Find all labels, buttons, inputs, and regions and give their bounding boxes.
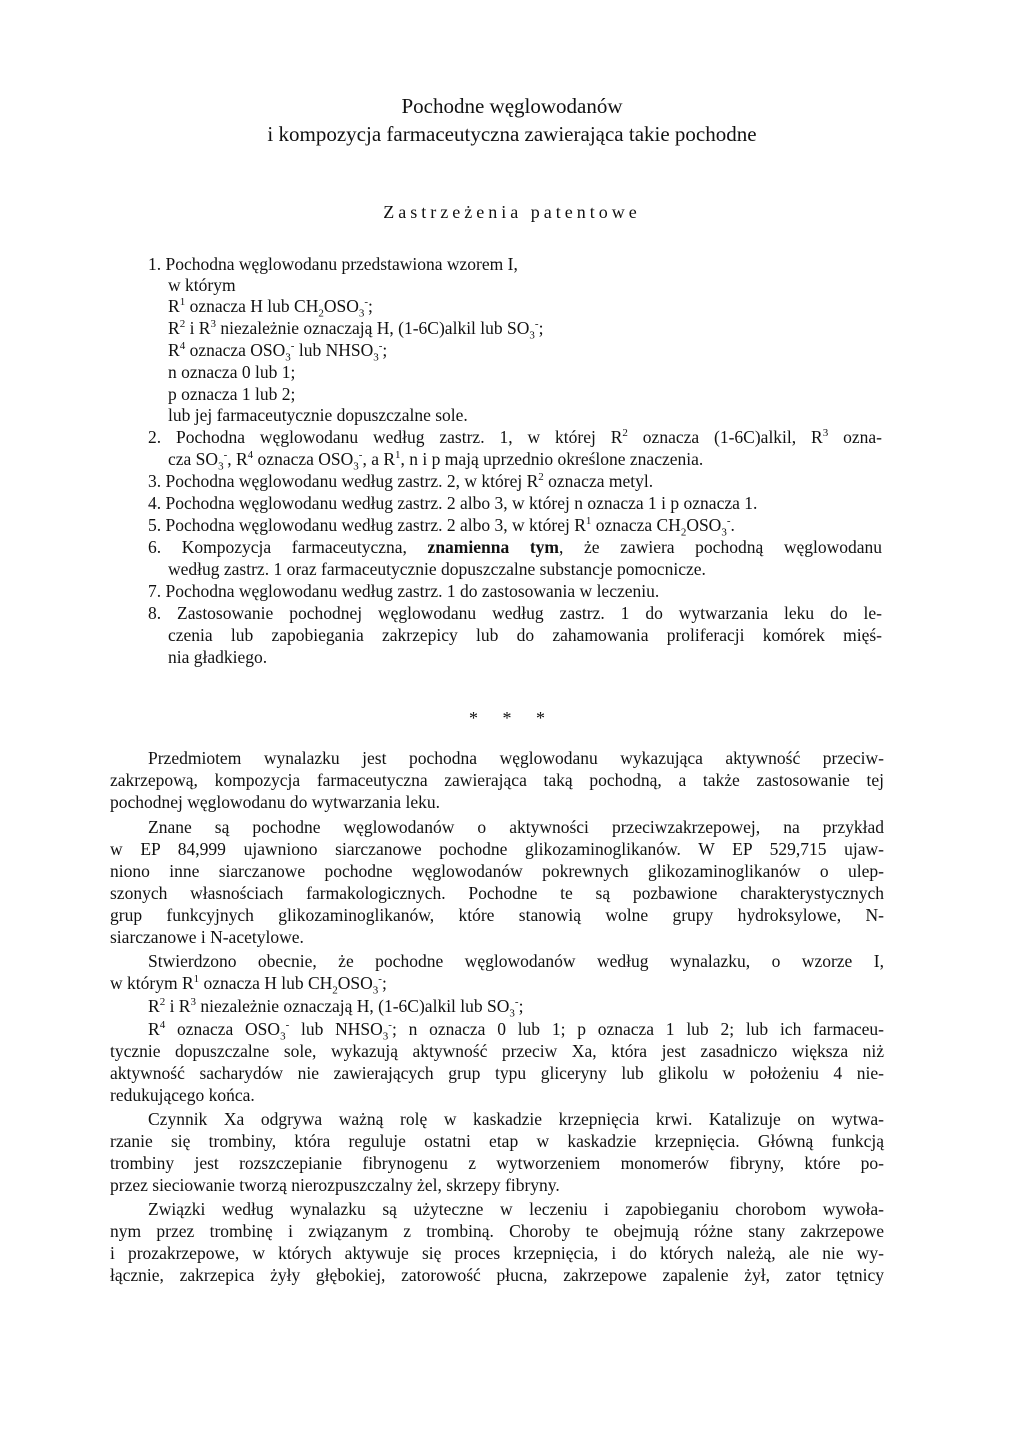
claim-1-salts: lub jej farmaceutycznie dopuszczalne sole. xyxy=(168,405,468,425)
claim-3: 3. Pochodna węglowodanu według zastrz. 2, w której $R^2$ oznacza metyl. xyxy=(148,471,654,491)
claim-1-r1: $R^1$ oznacza H lub $CH_2OSO_3^-$; xyxy=(168,296,373,320)
document-title-line-1: Pochodne węglowodanów xyxy=(401,94,623,118)
claim-6-line-1: 6. Kompozycja farmaceutyczna, znamienna tym, że zawiera pochodną węglowodanu xyxy=(148,537,883,557)
claim-7: 7. Pochodna węglowodanu według zastrz. 1 do zastosowania w leczeniu. xyxy=(148,581,660,601)
claim-2-line-2: cza $SO_3^-$, $R^4$ oznacza $OSO_3^-$, a $R^1$, n i p mają uprzednio określone znaczenia. xyxy=(168,449,704,473)
claim-4: 4. Pochodna węglowodanu według zastrz. 2 albo 3, w której n oznacza 1 i p oznacza 1. xyxy=(148,493,758,513)
body-p3-line-7: redukującego końca. xyxy=(110,1085,255,1105)
body-p2-line-6: siarczanowe i N-acetylowe. xyxy=(110,927,304,947)
body-p3-line-1: Stwierdzono obecnie, że pochodne węglowodanów według wynalazku, o wzorze I, xyxy=(148,951,884,971)
body-p5-line-4: łącznie, zakrzepica żyły głębokiej, zatorowość płucna, zakrzepowe zapalenie żył, zator tętnicy xyxy=(110,1265,884,1285)
body-p2-line-2: w EP 84,999 ujawniono siarczanowe pochodne glikozaminoglikanów. W EP 529,715 ujaw- xyxy=(110,839,884,859)
body-p4-line-3: trombiny jest rozszczepianie fibrynogenu z wytworzeniem monomerów fibryny, które po- xyxy=(110,1153,884,1173)
claim-1-n: n oznacza 0 lub 1; xyxy=(168,362,296,382)
claim-5: 5. Pochodna węglowodanu według zastrz. 2 albo 3, w której $R^1$ oznacza $CH_2OSO_3^-$. xyxy=(148,515,735,539)
body-p4-line-1: Czynnik Xa odgrywa ważną rolę w kaskadzie krzepnięcia krwi. Katalizuje on wytwa- xyxy=(148,1109,884,1129)
body-p2-line-1: Znane są pochodne węglowodanów o aktywności przeciwzakrzepowej, na przykład xyxy=(148,817,884,837)
body-p5-line-3: i prozakrzepowe, w których aktywuje się proces krzepnięcia, i do których należą, ale nie wy- xyxy=(110,1243,884,1263)
body-p3-line-6: aktywność sacharydów nie zawierających grup typu gliceryny lub glikolu w położeniu 4 nie- xyxy=(110,1063,884,1083)
claim-8-line-2: czenia lub zapobiegania zakrzepicy lub do zahamowania proliferacji komórek mięś- xyxy=(168,625,882,645)
body-p4-line-2: rzanie się trombiny, która reguluje ostatni etap w kaskadzie krzepnięcia. Główną funkcją xyxy=(110,1131,884,1151)
claim-8-line-3: nia gładkiego. xyxy=(168,647,268,667)
document-title-line-2: i kompozycja farmaceutyczna zawierająca takie pochodne xyxy=(267,122,757,146)
claim-1-r2-r3: $R^2$ i $R^3$ niezależnie oznaczają H, (1-6C)alkil lub $SO_3^-$; xyxy=(168,318,544,342)
claim-1-intro: 1. Pochodna węglowodanu przedstawiona wzorem I, xyxy=(148,254,518,274)
claim-1-p: p oznacza 1 lub 2; xyxy=(168,384,296,404)
claim-8-line-1: 8. Zastosowanie pochodnej węglowodanu według zastrz. 1 do wytwarzania leku do le- xyxy=(148,603,882,623)
claim-6-line-2: według zastrz. 1 oraz farmaceutycznie dopuszczalne substancje pomocnicze. xyxy=(168,559,706,579)
body-p1-line-1: Przedmiotem wynalazku jest pochodna węglowodanu wykazująca aktywność przeciw- xyxy=(148,748,884,768)
body-p3-line-5: tycznie dopuszczalne sole, wykazują aktywność przeciw Xa, która jest zasadniczo większa niż xyxy=(110,1041,884,1061)
body-p5-line-1: Związki według wynalazku są użyteczne w leczeniu i zapobieganiu chorobom wywoła- xyxy=(148,1199,884,1219)
claim-2-line-1: 2. Pochodna węglowodanu według zastrz. 1, w której $R^2$ oznacza (1-6C)alkil, $R^3$ ozna- xyxy=(148,427,882,447)
claim-1-wherein: w którym xyxy=(168,275,236,295)
section-separator: * * * xyxy=(469,708,555,728)
body-p3-line-4: $R^4$ oznacza $OSO_3^-$ lub $NHSO_3^-$; n oznacza 0 lub 1; p oznacza 1 lub 2; lub ich farmaceu- xyxy=(148,1019,884,1043)
body-p2-line-5: grup funkcyjnych glikozaminoglikanów, które stanowią wolne grupy hydroksylowe, N- xyxy=(110,905,884,925)
body-p4-line-4: przez sieciowanie tworzą nierozpuszczalny żel, skrzepy fibryny. xyxy=(110,1175,560,1195)
body-p2-line-3: niono inne siarczanowe pochodne węglowodanów pokrewnych glikozaminoglikanów o ulep- xyxy=(110,861,884,881)
claim-1-r4: $R^4$ oznacza $OSO_3^-$ lub $NHSO_3^-$; xyxy=(168,340,388,364)
body-p1-line-2: zakrzepową, kompozycja farmaceutyczna zawierająca taką pochodną, a także zastosowanie tej xyxy=(110,770,884,790)
body-p1-line-3: pochodnej węglowodanu do wytwarzania leku. xyxy=(110,792,440,812)
claims-heading: Zastrzeżenia patentowe xyxy=(383,202,641,222)
body-p3-line-3: $R^2$ i $R^3$ niezależnie oznaczają H, (1-6C)alkil lub $SO_3^-$; xyxy=(148,996,524,1020)
body-p3-line-2: w którym $R^1$ oznacza H lub $CH_2OSO_3^-$; xyxy=(110,973,387,997)
body-p2-line-4: szonych własnościach farmakologicznych. Pochodne te są pozbawione charakterystycznych xyxy=(110,883,884,903)
body-p5-line-2: nym przez trombinę i związanym z trombiną. Choroby te obejmują różne stany zakrzepowe xyxy=(110,1221,884,1241)
